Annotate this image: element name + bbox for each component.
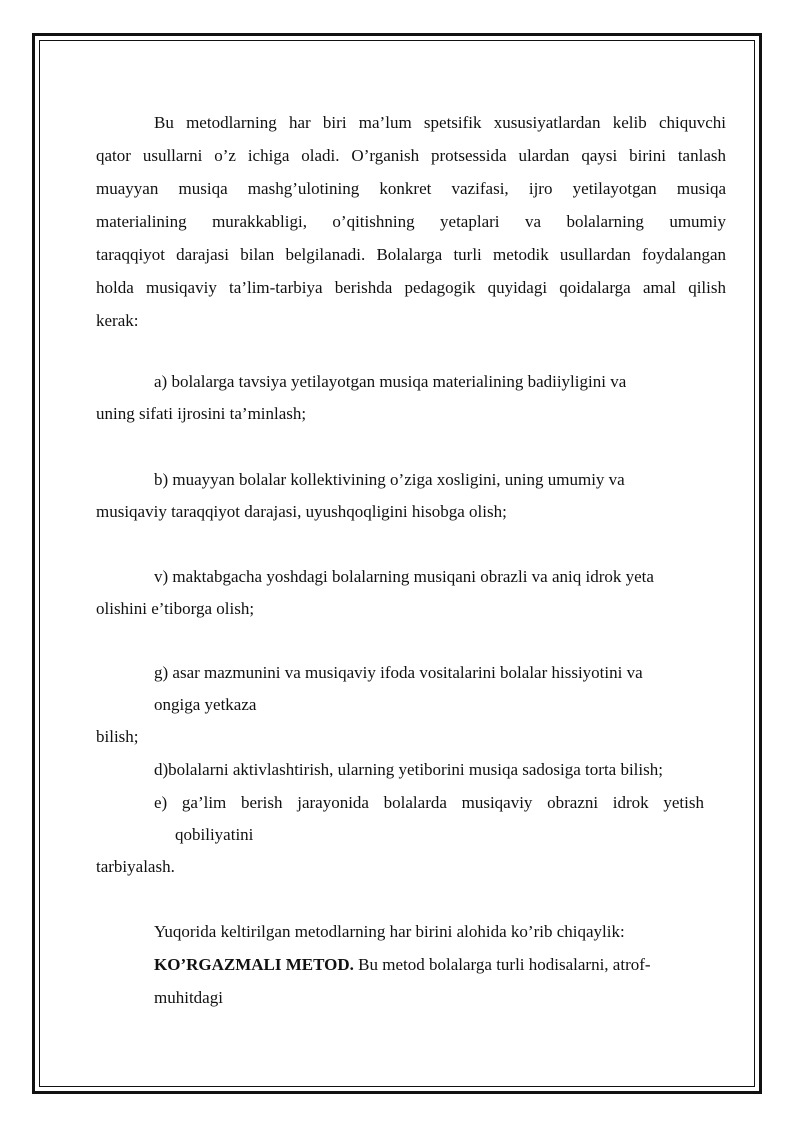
list-item-d: d)bolalarni aktivlashtirish, ularning yetiborini musiqa sadosiga torta bilish; bbox=[154, 760, 663, 779]
method-heading: KO’RGAZMALI METOD. bbox=[154, 955, 354, 974]
paragraph-line: qator usullarni o’z ichiga oladi. O’rganish protsessida ulardan qaysi birini tanlash bbox=[96, 146, 726, 165]
list-item-v-continuation: olishini e’tiborga olish; bbox=[96, 599, 255, 618]
closing-line: Yuqorida keltirilgan metodlarning har birini alohida ko’rib chiqaylik: bbox=[154, 922, 625, 941]
list-item-e: e) ga’lim berish jarayonida bolalarda musiqaviy obrazni idrok yetish bbox=[154, 793, 704, 812]
list-item-e-continuation: qobiliyatini bbox=[175, 825, 254, 844]
closing-line: muhitdagi bbox=[154, 988, 223, 1007]
list-item-a-continuation: uning sifati ijrosini ta’minlash; bbox=[96, 404, 307, 423]
list-item-g: g) asar mazmunini va musiqaviy ifoda vositalarini bolalar hissiyotini va bbox=[154, 663, 643, 682]
list-item-b: b) muayyan bolalar kollektivining o’ziga xosligini, uning umumiy va bbox=[154, 470, 625, 489]
paragraph-line: kerak: bbox=[96, 311, 139, 330]
closing-line-heading bbox=[154, 948, 651, 981]
list-item-a: a) bolalarga tavsiya yetilayotgan musiqa materialining badiiyligini va bbox=[154, 372, 627, 391]
list-item-b-continuation: musiqaviy taraqqiyot darajasi, uyushqoqligini hisobga olish; bbox=[96, 502, 507, 521]
list-item-g-continuation: bilish; bbox=[96, 727, 139, 746]
paragraph-line: taraqqiyot darajasi bilan belgilanadi. Bolalarga turli metodik usullardan foydalangan bbox=[96, 245, 726, 264]
list-item-e-continuation: tarbiyalash. bbox=[96, 857, 175, 876]
paragraph-line: holda musiqaviy ta’lim-tarbiya berishda pedagogik quyidagi qoidalarga amal qilish bbox=[96, 278, 726, 297]
closing-line-text: Bu metod bolalarga turli hodisalarni, atrof- bbox=[353, 955, 651, 974]
list-item-g-continuation: ongiga yetkaza bbox=[154, 695, 257, 714]
paragraph-line: Bu metodlarning har biri ma’lum spetsifik xususiyatlardan kelib chiquvchi bbox=[154, 113, 726, 132]
paragraph-line: materialining murakkabligi, o’qitishning yetaplari va bolalarning umumiy bbox=[96, 212, 726, 231]
list-item-v: v) maktabgacha yoshdagi bolalarning musiqani obrazli va aniq idrok yeta bbox=[154, 567, 654, 586]
paragraph-line: muayyan musiqa mashg’ulotining konkret vazifasi, ijro yetilayotgan musiqa bbox=[96, 179, 726, 198]
